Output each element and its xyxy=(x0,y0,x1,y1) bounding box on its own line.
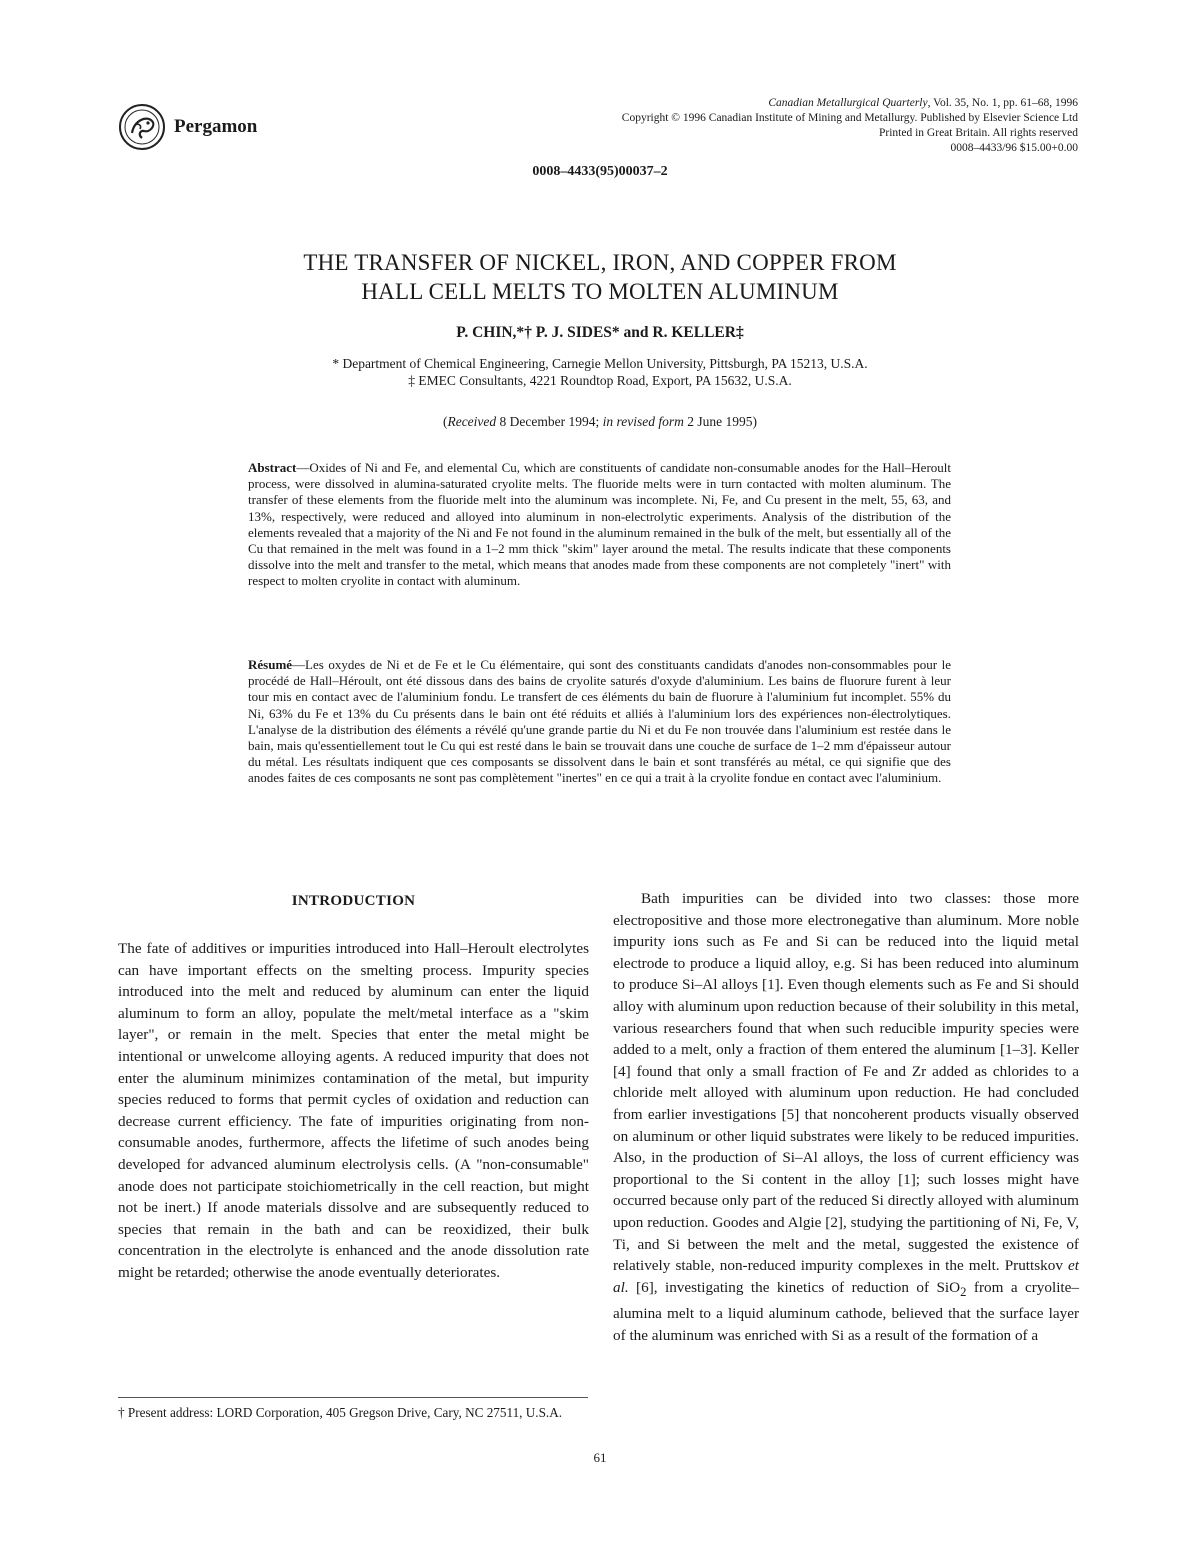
printed-line: Printed in Great Britain. All rights reserved xyxy=(879,127,1078,139)
received-open: ( xyxy=(442,414,448,429)
price-code: 0008–4433/96 $15.00+0.00 xyxy=(950,142,1078,154)
received-sep: ; xyxy=(595,414,600,429)
author-list: P. CHIN,*† P. J. SIDES* and R. KELLER‡ xyxy=(456,324,744,341)
footnote: † Present address: LORD Corporation, 405 Gregson Drive, Cary, NC 27511, U.S.A. xyxy=(118,1405,563,1420)
abstract-text: —Oxides of Ni and Fe, and elemental Cu, which are constituents of candidate non-consumable anodes for the Hall–Heroult process, were dissolved in alumina-saturated cryolite melts. The fluoride melts were in turn contacted with molten aluminum. The transfer of these elements from the fluoride melt into the aluminum was incomplete. Ni, Fe, and Cu present in the melt, 55, 63, and 13%, respectively, were reduced and alloyed into aluminum in non-electrolytic experiments. Analysis of the distribution of the elements revealed that a majority of the Ni and Fe not found in the aluminum remained in the bulk of the melt, but essentially all of the Cu that remained in the melt was found in a 1–2 mm thick "skim" layer around the metal. The results indicate that these components dissolve into the melt and transfer to the metal, which means that anodes made from these components are not completely "inert" with respect to molten cryolite in contact with aluminum. xyxy=(248,460,951,589)
publisher-logo xyxy=(118,103,257,151)
received-label: Received xyxy=(447,414,497,429)
abstract-label: Abstract xyxy=(248,460,297,475)
column-left xyxy=(118,938,589,1284)
column-right xyxy=(613,888,1079,1347)
received-date: 8 December 1994 xyxy=(496,414,596,429)
affiliation-2: ‡ EMEC Consultants, 4221 Roundtop Road, Export, PA 15632, U.S.A. xyxy=(408,373,792,388)
footnote-divider xyxy=(118,1397,588,1398)
intro-paragraph-2 xyxy=(613,888,1079,1347)
revised-date: 2 June 1995) xyxy=(683,414,758,429)
journal-volume: , Vol. 35, No. 1, pp. 61–68, 1996 xyxy=(927,97,1078,109)
intro-paragraph-1: The fate of additives or impurities introduced into Hall–Heroult electrolytes can have important effects on the smelting process. Impurity species introduced into the melt and reduced by aluminum can enter the liquid aluminum to form an alloy, populate the melt/metal interface as a "skim layer", or remain in the melt. Species that enter the metal might be intentional or unwelcome alloying agents. A reduced impurity that does not enter the aluminum minimizes contamination of the metal, but impurity species reduced to forms that permit cycles of oxidation and reduction can decrease current efficiency. The fate of impurities originating from non-consumable anodes, furthermore, affects the lifetime of such anodes being developed for advanced aluminum electrolysis cells. (A "non-consumable" anode does not participate stoichiometrically in the cell reaction, but might not be inert.) If anode materials dissolve and are subsequently reduced to species that remain in the bath and can be reoxidized, their bulk concentration in the electrolyte is enhanced and the anode dissolution rate might be retarded; otherwise the anode eventually deteriorates. xyxy=(118,940,589,1281)
et-al: et al. xyxy=(613,1257,1079,1296)
intro-paragraph-2-part-c: from a cryolite–alumina melt to a liquid aluminum cathode, believed that the surface layer of the aluminum was enriched with Si as a result of the formation of a xyxy=(613,1278,1079,1344)
publisher-name: Pergamon xyxy=(174,116,258,137)
resume-text: —Les oxydes de Ni et de Fe et le Cu élémentaire, qui sont des constituants candidats d'anodes non-consommables pour le procédé de Hall–Héroult, ont été dissous dans des bains de cryolite saturés d'oxyde d'aluminium. Les bains de fluorure furent à leur tour mis en contact avec de l'aluminium fondu. Le transfert de ces éléments du bain de fluorure à l'aluminium fut incomplet. 55% du Ni, 63% du Fe et 13% du Cu présents dans le bain ont été réduits et alliés à l'aluminium lors des expériences non-électrolytiques. L'analyse de la distribution des éléments a révélé qu'une grande partie du Ni et du Fe non trouvée dans l'aluminium est restée dans le bain, mais qu'essentiellement tout le Cu qui est resté dans le bain se trouvait dans une couche de surface de 1–2 mm d'épaisseur autour du métal. Les résultats indiquent que ces composants se dissolvent dans le bain et sont transférés au métal, ce qui signifie que des anodes faites de ces composants ne sont pas complètement "inertes" en ce qui a trait à la cryolite fondue en contact avec l'aluminium. xyxy=(248,657,951,786)
paper-title xyxy=(150,248,1050,306)
abstract xyxy=(248,460,951,590)
journal-info xyxy=(622,96,1078,156)
section-heading-introduction: INTRODUCTION xyxy=(291,893,416,909)
received-dates xyxy=(0,414,1200,430)
resume-label: Résumé xyxy=(248,657,293,672)
resume xyxy=(248,657,951,787)
intro-paragraph-2-part-a: Bath impurities can be divided into two classes: those more electropositive and those more electronegative than aluminum. More noble impurity ions such as Fe and Si can be reduced into the liquid metal electrode to produce a liquid alloy, e.g. Si has been reduced into aluminum to produce Si–Al alloys [1]. Even though elements such as Fe and Si should alloy with aluminum upon reduction because of their solubility in this metal, various researchers found that when such reducible impurity species were added to a melt, only a fraction of them entered the aluminum [1–3]. Keller [4] found that only a small fraction of Fe and Zr added as chlorides to a chloride melt alloyed with aluminum upon reduction. He had concluded from earlier investigations [5] that noncoherent products visually observed on aluminum or other liquid substrates were likely to be reduced impurities. Also, in the production of Si–Al alloys, the loss of current efficiency was proportional to the Si content in the alloy [1]; such losses might have occurred because only part of the reduced Si directly alloyed with aluminum upon reduction. Goodes and Algie [2], studying the partitioning of Ni, Fe, V, Ti, and Si between the melt and the metal, suggested the existence of relatively stable, non-reduced impurity complexes in the melt. Pruttskov xyxy=(613,890,1079,1275)
subscript-2: 2 xyxy=(960,1284,967,1299)
doi-code: 0008–4433(95)00037–2 xyxy=(532,164,668,179)
page-number: 61 xyxy=(593,1450,607,1465)
copyright-line: Copyright © 1996 Canadian Institute of Mining and Metallurgy. Published by Elsevier Science Ltd xyxy=(621,112,1078,124)
title-line-2: HALL CELL MELTS TO MOLTEN ALUMINUM xyxy=(361,279,839,304)
title-line-1: THE TRANSFER OF NICKEL, IRON, AND COPPER FROM xyxy=(303,250,897,275)
affiliation-1: * Department of Chemical Engineering, Carnegie Mellon University, Pittsburgh, PA 15213, U.S.A. xyxy=(332,356,868,371)
journal-name: Canadian Metallurgical Quarterly xyxy=(768,97,928,109)
journal-citation xyxy=(622,96,1078,111)
pergamon-logo-icon xyxy=(118,103,166,151)
intro-paragraph-2-part-b: [6], investigating the kinetics of reduction of SiO xyxy=(628,1278,961,1296)
affiliations xyxy=(0,355,1200,389)
revised-label: in revised form xyxy=(599,414,684,429)
